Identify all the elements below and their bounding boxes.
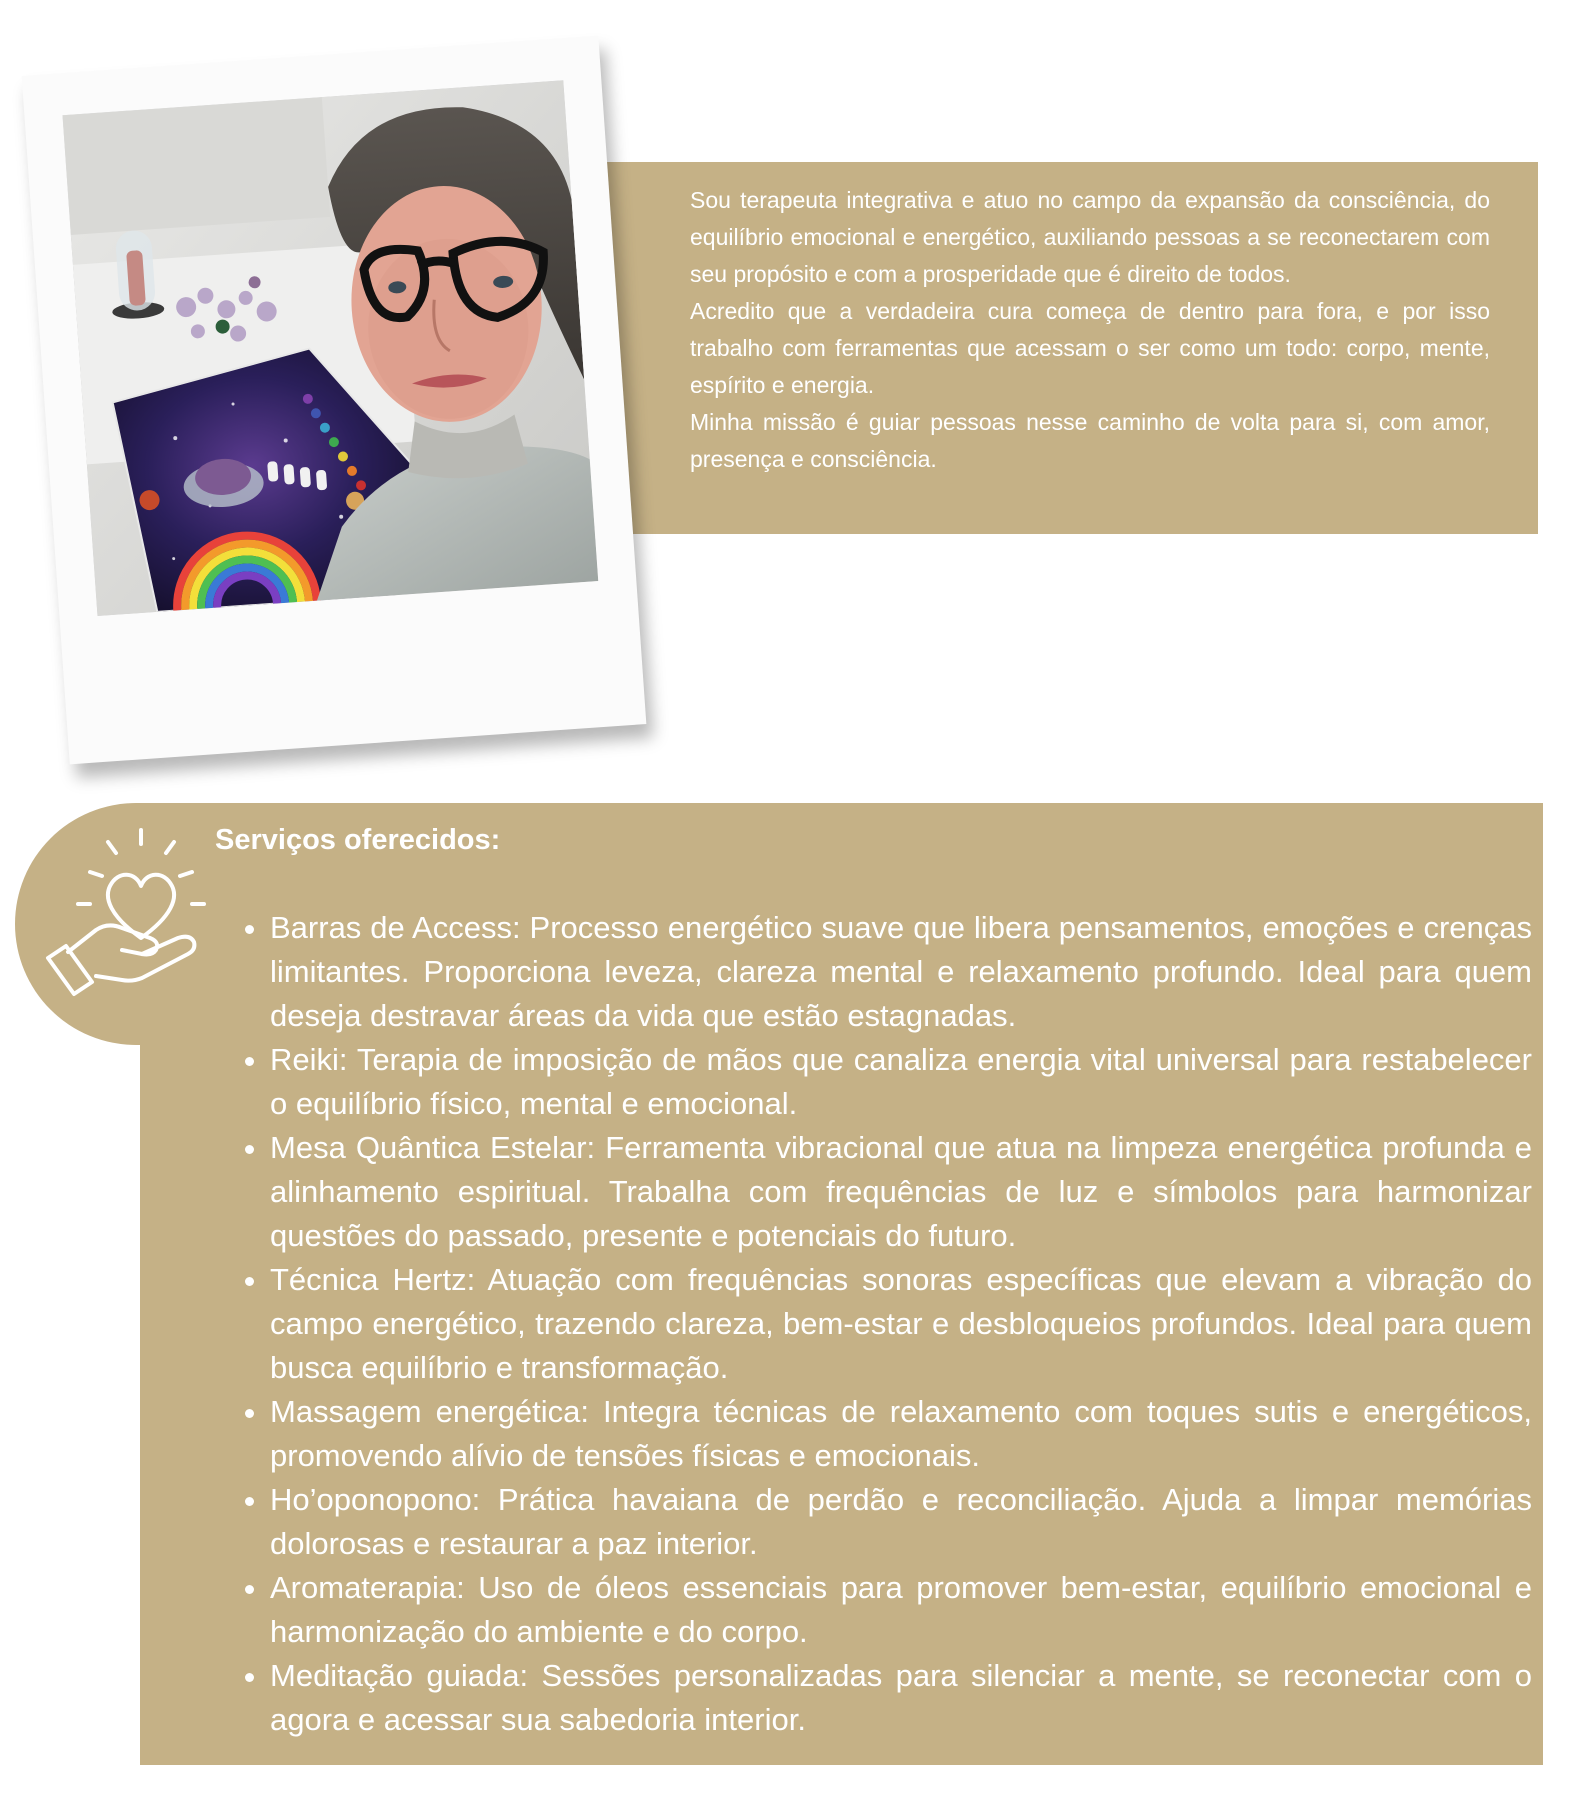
photo-illustration: [62, 80, 598, 616]
polaroid-frame: [22, 36, 647, 765]
intro-paragraph-3: Minha missão é guiar pessoas nesse caminho de volta para si, com amor, presença e consciência.: [690, 409, 1490, 472]
intro-paragraph-2: Acredito que a verdadeira cura começa de dentro para fora, e por isso trabalho com ferramentas que acessam o ser como um todo: corpo, mente, espírito e energia.: [690, 298, 1490, 398]
service-item: • Mesa Quântica Estelar: Ferramenta vibracional que atua na limpeza energética profunda e alinhamento espiritual. Trabalha com frequências de luz e símbolos para harmonizar questões do passado, presente e potenciais do futuro.: [270, 1126, 1532, 1258]
service-item: • Técnica Hertz: Atuação com frequências sonoras específicas que elevam a vibração do campo energético, trazendo clareza, bem-estar e desbloqueios profundos. Ideal para quem busca equilíbrio e transformação.: [270, 1258, 1532, 1390]
service-item: • Massagem energética: Integra técnicas de relaxamento com toques sutis e energéticos, promovendo alívio de tensões físicas e emocionais.: [270, 1390, 1532, 1478]
service-item: • Ho’oponopono: Prática havaiana de perdão e reconciliação. Ajuda a limpar memórias dolorosas e restaurar a paz interior.: [270, 1478, 1532, 1566]
service-item: • Reiki: Terapia de imposição de mãos que canaliza energia vital universal para restabelecer o equilíbrio físico, mental e emocional.: [270, 1038, 1532, 1126]
service-item: • Aromaterapia: Uso de óleos essenciais para promover bem-estar, equilíbrio emocional e harmonização do ambiente e do corpo.: [270, 1566, 1532, 1654]
intro-box: [570, 162, 1538, 534]
service-item: • Barras de Access: Processo energético suave que libera pensamentos, emoções e crenças limitantes. Proporciona leveza, clareza mental e relaxamento profundo. Ideal para quem deseja destravar áreas da vida que estão estagnadas.: [270, 906, 1532, 1038]
intro-paragraph-1: Sou terapeuta integrativa e atuo no campo da expansão da consciência, do equilíbrio emocional e energético, auxiliando pessoas a se reconectarem com seu propósito e com a prosperidade que é direito de todos.: [690, 187, 1490, 287]
services-list: [240, 906, 1532, 1742]
service-item: • Meditação guiada: Sessões personalizadas para silenciar a mente, se reconectar com o agora e acessar sua sabedoria interior.: [270, 1654, 1532, 1742]
heart-hand-icon: [38, 820, 208, 1000]
services-title: Serviços oferecidos:: [215, 824, 501, 856]
therapist-photo: [62, 80, 598, 616]
intro-text: [690, 182, 1490, 478]
